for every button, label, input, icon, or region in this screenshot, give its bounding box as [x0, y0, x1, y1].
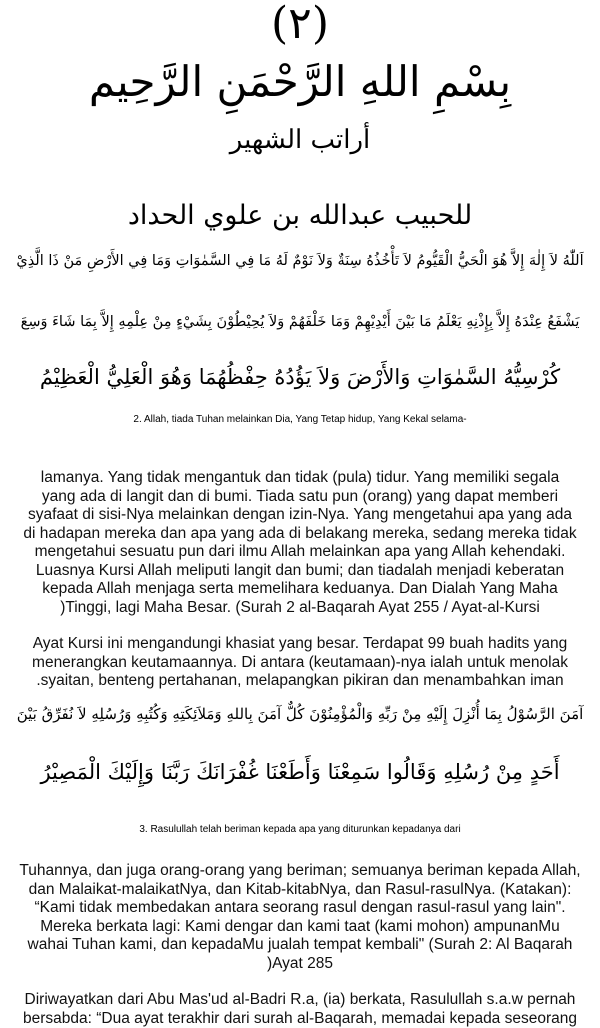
translation-line: dan Malaikat-malaikatNya, dan Kitab-kitabNya, dan Rasul-rasulNya. (Katakan):	[8, 881, 592, 900]
ayat-kursi-arabic-line-2: يَشْفَعُ عِنْدَهُ إِلاَّ بِإِذْنِهِ يَعْلَمُ مَا بَيْنَ أَيْدِيْهِمْ وَمَا خَلْفَهُمْ وَلاَ يُحِيْطُوْنَ بِشَيْءٍ مِنْ عِلْمِهِ إِلاَّ بِمَا شَاءَ وَسِعَ	[12, 302, 588, 342]
translation-line: lamanya. Yang tidak mengantuk dan tidak (pula) tidur. Yang memiliki segala	[8, 469, 592, 488]
ayat-kursi-note	[8, 635, 592, 691]
ayat-kursi-translation	[8, 469, 592, 617]
translation-line: “Kami tidak membedakan antara seorang rasul dengan rasul-rasul yang lain".	[8, 899, 592, 918]
ayat-kursi-arabic-line-1: اَللّٰهُ لاَ إِلٰهَ إِلاَّ هُوَ الْحَيُّ الْقَيُّومُ لاَ تَأْخُذُهُ سِنَةٌ وَلاَ نَوْمٌ لَهُ مَا فِي السَّمٰوَاتِ وَمَا فِي الأَرْضِ مَنْ ذَا الَّذِيْ	[12, 241, 588, 281]
translation-line: Tuhannya, dan juga orang-orang yang beriman; semuanya beriman kepada Allah,	[8, 862, 592, 881]
ayat-kursi-heading: 2. Allah, tiada Tuhan melainkan Dia, Yang Tetap hidup, Yang Kekal selama-	[0, 410, 600, 430]
ayat-kursi-arabic-line-3: كُرْسِيُّهُ السَّمٰوَاتِ وَالأَرْضَ وَلاَ يَؤُدُهُ حِفْظُهُمَا وَهُوَ الْعَلِيُّ الْعَظِيْمُ	[12, 357, 588, 397]
note-line: menerangkan keutamaannya. Di antara (keutamaan)-nya ialah untuk menolak	[8, 654, 592, 673]
translation-line: di hadapan mereka dan apa yang ada di belakang mereka, sedang mereka tidak	[8, 525, 592, 544]
amana-rasul-arabic-line-2: أَحَدٍ مِنْ رُسُلِهِ وَقَالُوا سَمِعْنَا وَأَطَعْنَا غُفْرَانَكَ رَبَّنَا وَإِلَيْكَ الْمَصِيْرُ	[12, 752, 588, 792]
amana-rasul-translation	[8, 862, 592, 973]
translation-line: kepada Allah menjaga serta memelihara keduanya. Dan Dialah Yang Maha	[8, 580, 592, 599]
amana-rasul-note	[8, 991, 592, 1028]
note-line: bersabda: “Dua ayat terakhir dari surah al-Baqarah, memadai kepada seseorang	[8, 1010, 592, 1028]
translation-line: mengetahui sesuatu pun dari ilmu Allah melainkan apa yang Allah kehendaki.	[8, 543, 592, 562]
amana-rasul-arabic-line-1: آمَنَ الرَّسُوْلُ بِمَا أُنْزِلَ إِلَيْهِ مِنْ رَبِّهِ وَالْمُؤْمِنُوْنَ كُلٌّ آمَنَ بِاللهِ وَمَلاَئِكَتِهِ وَكُتُبِهِ وَرُسُلِهِ لاَ نُفَرِّقُ بَيْنَ	[12, 694, 588, 734]
ratib-title: أراتب الشهير	[0, 120, 600, 160]
amana-rasul-heading: 3. Rasulullah telah beriman kepada apa yang diturunkan kepadanya dari	[0, 820, 600, 840]
translation-line: Luasnya Kursi Allah meliputi langit dan bumi; dan tiadalah menjadi keberatan	[8, 562, 592, 581]
note-line: Ayat Kursi ini mengandungi khasiat yang besar. Terdapat 99 buah hadits yang	[8, 635, 592, 654]
translation-line: Mereka berkata lagi: Kami dengar dan kami taat (kami mohon) ampunanMu	[8, 918, 592, 937]
translation-line: wahai Tuhan kami, dan kepadaMu jualah tempat kembali" (Surah 2: Al Baqarah	[8, 936, 592, 955]
author-line: للحبيب عبدالله بن علوي الحداد	[0, 195, 600, 237]
page-number: (٢)	[0, 0, 600, 48]
basmala: بِسْمِ اللهِ الرَّحْمَنِ الرَّحِيم	[0, 52, 600, 112]
translation-line: yang ada di langit dan di bumi. Tiada satu pun (orang) yang dapat memberi	[8, 488, 592, 507]
translation-line: syafaat di sisi-Nya melainkan dengan izin-Nya. Yang mengetahui apa yang ada	[8, 506, 592, 525]
note-line: Diriwayatkan dari Abu Mas'ud al-Badri R.a, (ia) berkata, Rasulullah s.a.w pernah	[8, 991, 592, 1010]
translation-line: )Ayat 285	[8, 955, 592, 974]
translation-line: )Tinggi, lagi Maha Besar. (Surah 2 al-Baqarah Ayat 255 / Ayat-al-Kursi	[8, 599, 592, 618]
note-line: .syaitan, benteng pertahanan, melapangkan pikiran dan menambahkan iman	[8, 672, 592, 691]
